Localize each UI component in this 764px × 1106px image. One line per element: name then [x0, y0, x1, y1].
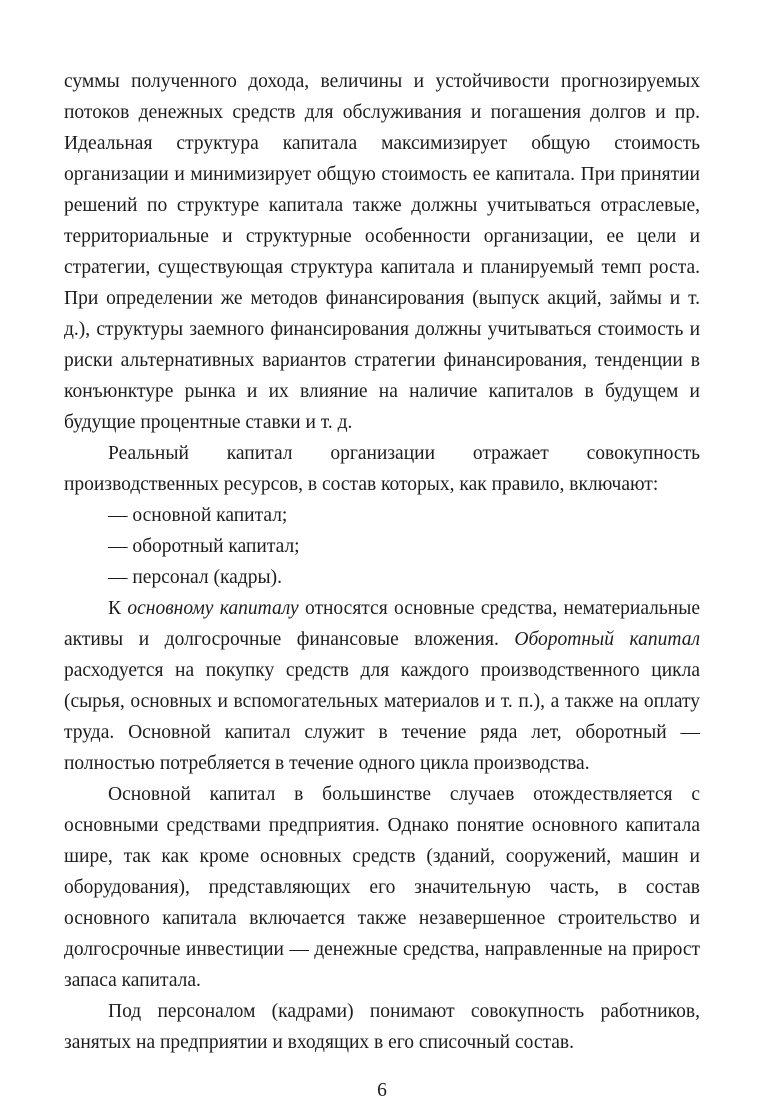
italic-term: Оборотный капитал [514, 629, 700, 650]
page-number: 6 [377, 1080, 387, 1101]
list-item [64, 531, 700, 562]
paragraph-text: К [108, 598, 128, 619]
document-body [64, 66, 700, 1058]
paragraph-text: расходуется на покупку средств для каждого производственного цикла (сырья, основных и вспомогательных материалов и т. п.), а также на оплату труда. Основной капитал служит в течение ряда лет, оборотный — полностью потребляется в течение одного цикла производства. [64, 660, 700, 774]
paragraph-text: Под персоналом (кадрами) понимают совокупность работников, занятых на предприятии и входящих в его списочный состав. [64, 1001, 700, 1053]
paragraph-text: Основной капитал в большинстве случаев отождествляется с основными средствами предприятия. Однако понятие основного капитала шире, так как кроме основных средств (зданий, сооружений, машин и оборудования), представляющих его значительную часть, в состав основного капитала включается также незавершенное строительство и долгосрочные инвестиции — денежные средства, направленные на прирост запаса капитала. [64, 784, 700, 991]
paragraph-text: суммы полученного дохода, величины и устойчивости прогнозируемых потоков денежных средств для обслуживания и погашения долгов и пр. Идеальная структура капитала максимизирует общую стоимость организации и минимизирует общую стоимость ее капитала. При принятии решений по структуре капитала также должны учитываться отраслевые, территориальные и структурные особенности организации, ее цели и стратегии, существующая структура капитала и планируемый темп роста. При определении же методов финансирования (выпуск акций, займы и т. д.), структуры заемного финансирования должны учитываться стоимость и риски альтернативных вариантов стратегии финансирования, тенденции в конъюнктуре рынка и их влияние на наличие капиталов в будущем и будущие процентные ставки и т. д. [64, 71, 700, 433]
paragraph [64, 779, 700, 996]
paragraph [64, 996, 700, 1058]
italic-term: основному капиталу [127, 598, 299, 619]
paragraph [64, 593, 700, 779]
list-item-text: — оборотный капитал; [108, 536, 300, 557]
page-footer [64, 1075, 700, 1106]
paragraph [64, 438, 700, 500]
list-item-text: — основной капитал; [108, 505, 288, 526]
paragraph [64, 66, 700, 438]
list-item [64, 500, 700, 531]
paragraph-text: относятся основные средства, нематериальные активы и долгосрочные финансовые вложения. [64, 598, 700, 650]
list-item-text: — персонал (кадры). [108, 567, 282, 588]
list-item [64, 562, 700, 593]
paragraph-text: Реальный капитал организации отражает совокупность производственных ресурсов, в состав которых, как правило, включают: [64, 443, 700, 495]
